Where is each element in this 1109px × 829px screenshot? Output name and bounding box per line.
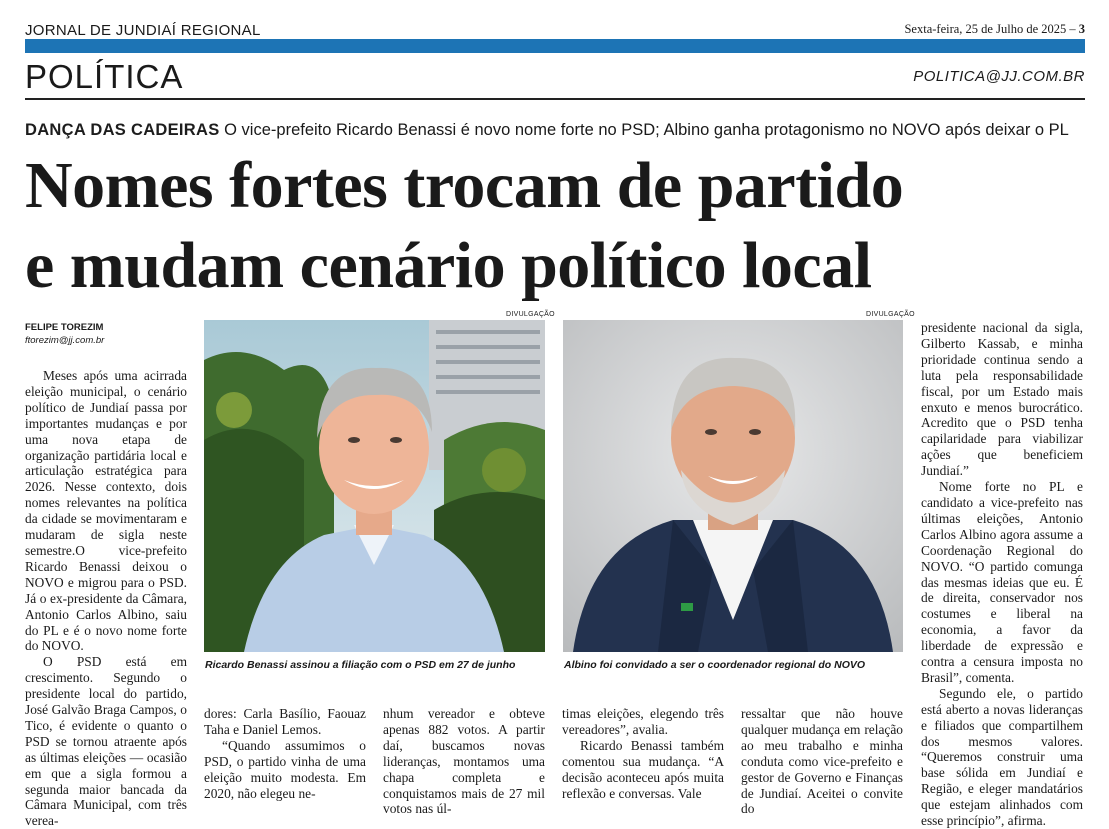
headline bbox=[25, 146, 1095, 306]
issue-date: Sexta-feira, 25 de Julho de 2025 bbox=[904, 22, 1067, 36]
paragraph: ressaltar que não houve qualquer mudança em relação ao meu trabalho e minha conduta como vice-prefeito e gestor de Governo e Finanças de Jundiaí. Aceitei o convite do bbox=[741, 706, 903, 817]
kicker bbox=[25, 121, 1069, 140]
text-column-6 bbox=[921, 320, 1083, 829]
date-separator: – bbox=[1069, 22, 1076, 36]
section-email: POLITICA@JJ.COM.BR bbox=[913, 68, 1085, 85]
portrait-image bbox=[563, 320, 903, 652]
headline-line-2: e mudam cenário político local bbox=[25, 229, 872, 302]
text-column-2 bbox=[204, 706, 366, 801]
headline-line-1: Nomes fortes trocam de partido bbox=[25, 149, 904, 222]
dateline bbox=[904, 22, 1085, 37]
paragraph: timas eleições, elegendo três vereadores”, avalia. bbox=[562, 706, 724, 737]
paragraph: Segundo ele, o partido está aberto a novas lideranças e filiados que compartilhem dos mesmos valores. “Queremos construir uma base sólida em Jundiaí e Região, e eleger mandatários que estejam alinhados com esse princípio”, afirma. bbox=[921, 685, 1083, 829]
paragraph: O PSD está em crescimento. Segundo o presidente local do partido, José Galvão Braga Campos, o Tico, é evidente o quanto o PSD se tornou atraente após as últimas eleições — ocasião em que a sigla formou a segunda maior bancada da Câmara Municipal, com três verea- bbox=[25, 654, 187, 829]
page-number: 3 bbox=[1078, 22, 1085, 36]
photo-caption-1: Ricardo Benassi assinou a filiação com o PSD em 27 de junho bbox=[205, 659, 516, 671]
photo-credit: DIVULGAÇÃO bbox=[506, 311, 555, 318]
kicker-label: DANÇA DAS CADEIRAS bbox=[25, 121, 220, 139]
accent-bar bbox=[25, 39, 1085, 53]
photo-credit: DIVULGAÇÃO bbox=[866, 311, 915, 318]
author-email: ftorezim@jj.com.br bbox=[25, 335, 105, 346]
portrait-image bbox=[204, 320, 545, 652]
paragraph: “Quando assumimos o PSD, o partido vinha de uma eleição muito modesta. Em 2020, não elegeu ne- bbox=[204, 737, 366, 801]
masthead-line bbox=[25, 20, 1085, 40]
paragraph: dores: Carla Basílio, Faouaz Taha e Daniel Lemos. bbox=[204, 706, 366, 737]
text-column-1 bbox=[25, 368, 187, 829]
paper-name: JORNAL DE JUNDIAÍ REGIONAL bbox=[25, 22, 261, 39]
text-column-5 bbox=[741, 706, 903, 817]
text-column-4 bbox=[562, 706, 724, 801]
author-name: FELIPE TOREZIM bbox=[25, 322, 104, 333]
kicker-text: O vice-prefeito Ricardo Benassi é novo nome forte no PSD; Albino ganha protagonismo no NOVO após deixar o PL bbox=[224, 121, 1069, 139]
section-rule bbox=[25, 98, 1085, 100]
text-column-3 bbox=[383, 706, 545, 817]
paragraph: Ricardo Benassi também comentou sua mudança. “A decisão aconteceu após muita reflexão e conversas. Vale bbox=[562, 737, 724, 801]
photo-ricardo-benassi bbox=[204, 320, 545, 652]
photo-caption-2: Albino foi convidado a ser o coordenador regional do NOVO bbox=[564, 659, 866, 671]
photo-antonio-albino bbox=[563, 320, 903, 652]
paragraph: presidente nacional da sigla, Gilberto Kassab, e minha prioridade continua sendo a luta pela responsabilidade fiscal, por um Estado mais enxuto e menos burocrático. Acredito que o PSD tenha capilaridade para viabilizar ações que beneficiem Jundiaí.” bbox=[921, 320, 1083, 479]
paragraph: Meses após uma acirrada eleição municipal, o cenário político de Jundiaí passa por importantes mudanças e por uma nova etapa de organização partidária local e articulação estratégica para 2026. Nesse contexto, dois nomes relevantes na política da cidade se movimentaram e mudaram de sigla neste semestre.O vice-prefeito Ricardo Benassi deixou o NOVO e migrou para o PSD. Já o ex-presidente da Câmara, Antonio Carlos Albino, saiu do PL e é o novo nome forte do NOVO. bbox=[25, 368, 187, 654]
paragraph: Nome forte no PL e candidato a vice-prefeito nas últimas eleições, Antonio Carlos Albino agora assume a Coordenação Regional do NOVO. “O partido comunga das mesmas ideias que eu. É de direita, conservador nos costumes e liberal na economia, a favor da liberdade de expressão e contra a censura imposta no Brasil”, comenta. bbox=[921, 479, 1083, 685]
paragraph: nhum vereador e obteve apenas 882 votos. A partir daí, buscamos novas lideranças, montamos uma chapa completa e conquistamos mais de 27 mil votos nas úl- bbox=[383, 706, 545, 817]
section-title: POLÍTICA bbox=[25, 58, 184, 95]
